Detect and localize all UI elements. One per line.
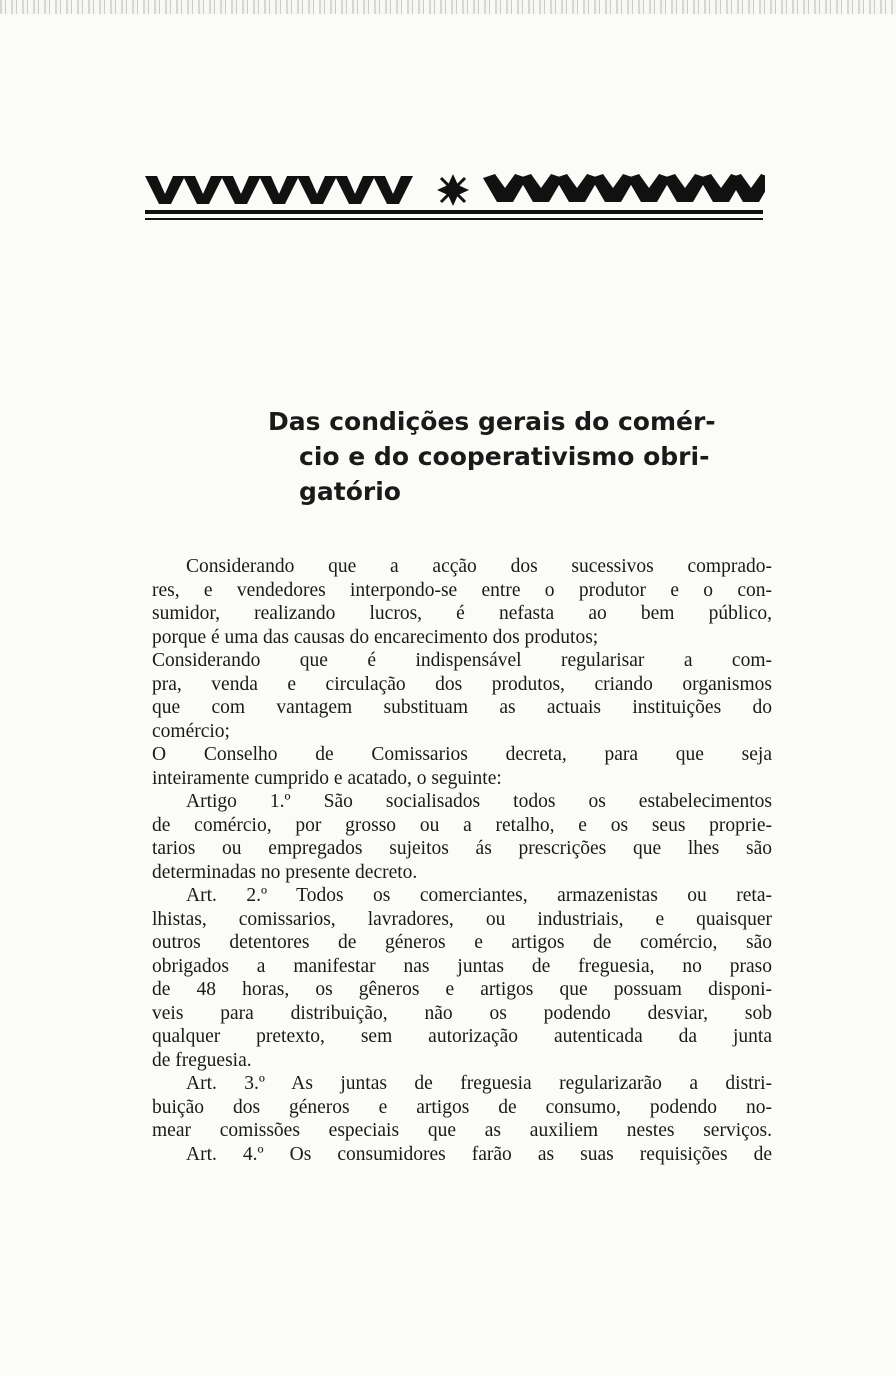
decree-body xyxy=(152,555,772,1166)
body-line: determinadas no presente decreto. xyxy=(152,861,418,883)
body-line: pra, venda e circulação dos produtos, criando organismos xyxy=(152,673,772,695)
body-line: de comércio, por grosso ou a retalho, e os seus proprie- xyxy=(152,814,772,836)
body-line: Considerando que a acção dos sucessivos comprado- xyxy=(186,556,772,577)
body-line: Artigo 1.º São socialisados todos os estabelecimentos xyxy=(186,791,772,812)
body-line: de freguesia. xyxy=(152,1049,252,1071)
body-line: Considerando que é indispensável regularisar a com- xyxy=(152,650,772,671)
body-line: res, e vendedores interpondo-se entre o produtor e o con- xyxy=(152,579,772,601)
body-line: qualquer pretexto, sem autorização autenticada da junta xyxy=(152,1026,772,1047)
section-heading xyxy=(268,404,788,509)
body-line: comércio; xyxy=(152,720,230,742)
body-line: buição dos géneros e artigos de consumo, podendo no- xyxy=(152,1096,772,1118)
body-line: obrigados a manifestar nas juntas de freguesia, no praso xyxy=(152,955,772,977)
body-line: mear comissões especiais que as auxiliem nestes serviços. xyxy=(152,1120,772,1141)
body-line: O Conselho de Comissarios decreta, para que seja xyxy=(152,744,772,765)
body-line: outros detentores de géneros e artigos de comércio, são xyxy=(152,932,772,953)
body-line: Art. 2.º Todos os comerciantes, armazenistas ou reta- xyxy=(186,885,772,906)
body-line: que com vantagem substituam as actuais instituições do xyxy=(152,697,772,718)
ornamental-header-band xyxy=(143,166,765,224)
body-line: de 48 horas, os gêneros e artigos que possuam disponi- xyxy=(152,979,772,1000)
heading-line: cio e do cooperativismo obri- xyxy=(299,442,710,471)
body-line: Art. 3.º As juntas de freguesia regularizarão a distri- xyxy=(186,1073,772,1094)
body-line: tarios ou empregados sujeitos ás prescrições que lhes são xyxy=(152,838,772,859)
body-line: sumidor, realizando lucros, é nefasta ao bem público, xyxy=(152,603,772,624)
body-line: lhistas, comissarios, lavradores, ou industriais, e quaisquer xyxy=(152,908,772,930)
body-line: inteiramente cumprido e acatado, o seguinte: xyxy=(152,767,502,789)
scan-edge-noise xyxy=(0,0,896,14)
heading-line: Das condições gerais do comér- xyxy=(268,407,716,436)
heading-line: gatório xyxy=(299,477,401,506)
body-line: Art. 4.º Os consumidores farão as suas requisições de xyxy=(186,1143,772,1165)
body-line: porque é uma das causas do encarecimento dos produtos; xyxy=(152,626,599,648)
body-line: veis para distribuição, não os podendo desviar, sob xyxy=(152,1002,772,1024)
